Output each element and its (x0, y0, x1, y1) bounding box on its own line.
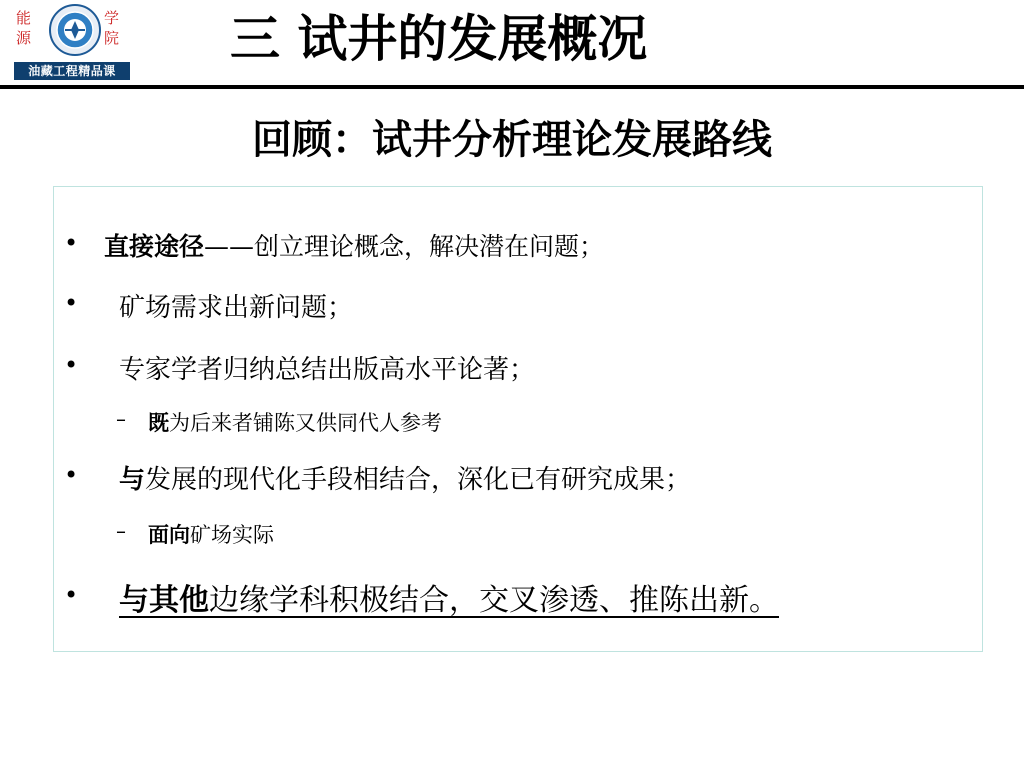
logo-char-yuan: 源 (16, 29, 32, 47)
header-divider (0, 85, 1024, 89)
sub-list-item-bold: 既 (148, 411, 169, 435)
list-item-rest: ——创立理论概念，解决潜在问题； (204, 232, 605, 261)
list-item (54, 347, 974, 387)
list-item (54, 457, 974, 497)
list-item (54, 575, 982, 621)
bullet-marker: • (64, 229, 79, 257)
bullet-marker: • (64, 289, 79, 317)
logo-char-yuan2: 院 (104, 29, 120, 47)
bullet-marker: • (64, 581, 79, 609)
slide-title: 三 试井的发展概况 (230, 10, 648, 68)
sub-list-item-bold: 面向 (148, 523, 190, 547)
content-box (53, 186, 983, 652)
sub-list-item-text (148, 407, 442, 437)
logo (12, 2, 132, 82)
logo-char-neng: 能 (16, 9, 32, 27)
list-item-bold: 与 (119, 465, 146, 495)
sub-list-item (54, 405, 974, 439)
logo-banner: 油藏工程精品课 (14, 62, 130, 80)
dash-marker: – (116, 407, 126, 431)
list-item-text (119, 459, 691, 496)
bullet-marker: • (64, 351, 79, 379)
list-item-bold: 直接途径 (104, 232, 205, 261)
bullet-marker: • (64, 461, 79, 489)
sub-list-item-text (148, 519, 274, 549)
list-item-text: 专家学者归纳总结出版高水平论著； (119, 355, 536, 385)
dash-marker: – (116, 519, 126, 543)
list-item (54, 285, 974, 325)
list-item-text: 矿场需求出新问题； (119, 293, 354, 323)
logo-char-xue: 学 (104, 9, 120, 27)
list-item-bold: 与其他 (119, 583, 209, 618)
sub-list-item (54, 517, 974, 551)
list-item-text (119, 575, 779, 619)
list-item (54, 225, 974, 265)
list-item-text (104, 227, 604, 263)
list-item-rest: 边缘学科积极结合，交叉渗透、推陈出新。 (209, 583, 779, 618)
university-emblem-icon (49, 4, 101, 56)
sub-list-item-rest: 矿场实际 (190, 523, 274, 547)
sub-list-item-rest: 为后来者铺陈又供同代人参考 (169, 411, 442, 435)
list-item-rest: 发展的现代化手段相结合，深化已有研究成果； (145, 465, 692, 495)
slide-subtitle: 回顾：试井分析理论发展路线 (252, 117, 772, 163)
